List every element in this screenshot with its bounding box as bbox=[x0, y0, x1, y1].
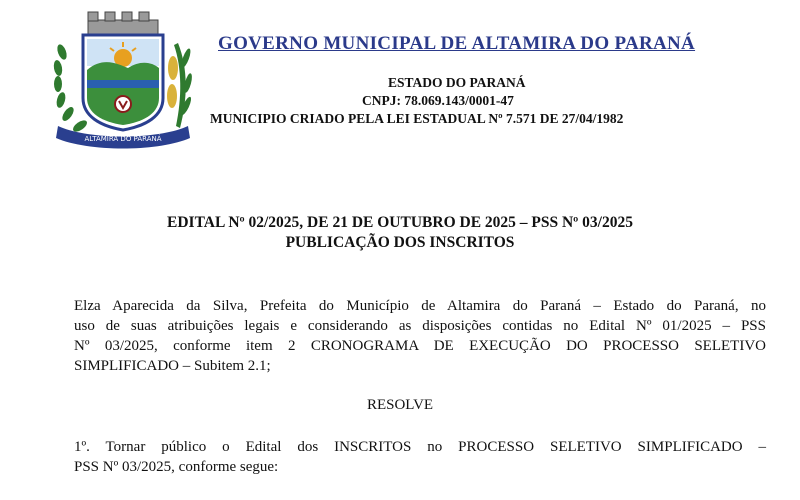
edital-title bbox=[0, 213, 800, 253]
municipality-creation-line: MUNICIPIO CRIADO PELA LEI ESTADUAL Nº 7.571 DE 27/04/1982 bbox=[210, 111, 624, 126]
intro-line: Elza Aparecida da Silva, Prefeita do Município de Altamira do Paraná – Estado do Paraná, no bbox=[74, 298, 766, 314]
edital-title-line-2: PUBLICAÇÃO DOS INSCRITOS bbox=[285, 234, 515, 251]
intro-line: Nº 03/2025, conforme item 2 CRONOGRAMA DE EXECUÇÃO DO PROCESSO SELETIVO bbox=[74, 338, 766, 354]
municipal-crest-icon bbox=[48, 8, 198, 153]
state-line: ESTADO DO PARANÁ bbox=[388, 75, 526, 90]
item-1-line: PSS Nº 03/2025, conforme segue: bbox=[74, 459, 279, 475]
edital-title-line-1: EDITAL Nº 02/2025, DE 21 DE OUTUBRO DE 2025 – PSS Nº 03/2025 bbox=[167, 214, 633, 231]
resolve-heading: RESOLVE bbox=[366, 397, 434, 413]
svg-text:ALTAMIRA DO PARANÁ: ALTAMIRA DO PARANÁ bbox=[84, 135, 162, 143]
intro-line: SIMPLIFICADO – Subitem 2.1; bbox=[74, 358, 271, 374]
item-1-line: 1º. Tornar público o Edital dos INSCRITOS no PROCESSO SELETIVO SIMPLIFICADO – bbox=[74, 439, 766, 455]
cnpj-line: CNPJ: 78.069.143/0001-47 bbox=[362, 93, 514, 108]
item-1-paragraph bbox=[74, 437, 766, 477]
intro-line: uso de suas atribuições legais e considerando as disposições contidas no Edital Nº 01/2025 – PSS bbox=[74, 318, 766, 334]
government-title: GOVERNO MUNICIPAL DE ALTAMIRA DO PARANÁ bbox=[218, 33, 696, 54]
intro-paragraph bbox=[74, 296, 766, 376]
